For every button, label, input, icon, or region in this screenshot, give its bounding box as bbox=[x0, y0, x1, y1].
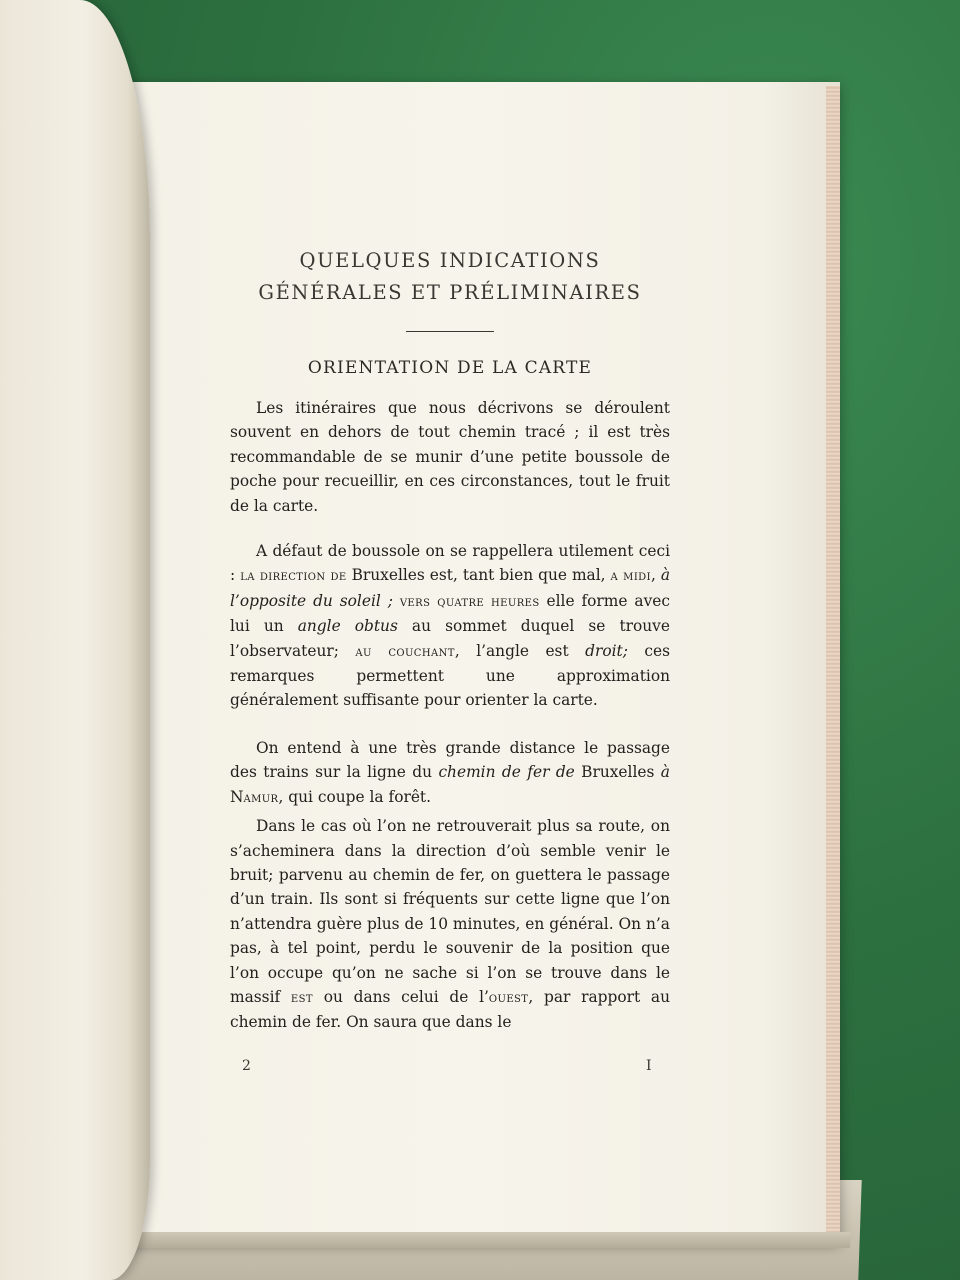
p2-italic-2: angle obtus bbox=[297, 617, 398, 636]
chapter-title bbox=[230, 245, 670, 309]
p2-text-7: , l’angle est bbox=[454, 641, 586, 660]
p4-text-1: Dans le cas où l’on ne retrouverait plus sa route, on s’acheminera dans la direction d’où semble venir le bruit; parvenu au chemin de fer, on guettera le passage d’un train. Ils sont si fréquents sur cette ligne que l’on n’attendra guère plus de 10 minutes, en général. On n’a pas, à tel point, perdu le souvenir de la position que l’on occupe qu’on ne sache si l’on se trouve dans le massif bbox=[230, 817, 670, 1006]
p2-smallcaps-1: la direction de bbox=[240, 568, 347, 585]
p2-italic-1: à l’opposite du soleil ; bbox=[230, 566, 671, 610]
p3-italic-1: chemin de fer de bbox=[438, 763, 575, 782]
p3-text-4: , qui coupe la forêt. bbox=[278, 787, 432, 806]
chapter-title-line-2: GÉNÉRALES ET PRÉLIMINAIRES bbox=[258, 281, 642, 304]
p4-text-3: , par rapport au chemin de fer. On saura que dans le bbox=[230, 987, 670, 1032]
p2-smallcaps-4: au couchant bbox=[355, 643, 455, 660]
paragraph-1-text: Les itinéraires que nous décrivons se déroulent souvent en dehors de tout chemin tracé ; il est très recommandable de se munir d’une petite boussole de poche pour recueillir, en ces circonstances, tout le fruit de la carte. bbox=[230, 399, 670, 515]
title-divider bbox=[406, 331, 494, 332]
p4-text-2: ou dans celui de l’ bbox=[312, 987, 489, 1006]
page-edges bbox=[826, 86, 840, 1238]
page-bottom-edge bbox=[80, 1232, 850, 1248]
chapter-title-line-1: QUELQUES INDICATIONS bbox=[299, 249, 601, 272]
p4-smallcaps-1: est bbox=[290, 989, 313, 1006]
p4-smallcaps-2: ouest bbox=[488, 989, 529, 1006]
p2-italic-3: droit; bbox=[585, 641, 628, 660]
paragraph-3 bbox=[230, 736, 670, 810]
paragraph-4 bbox=[230, 814, 670, 1035]
p2-text-6: au sommet duquel se trouve l’observateur; bbox=[230, 617, 670, 660]
paragraph-2 bbox=[230, 539, 670, 713]
page-text-block bbox=[230, 245, 670, 1035]
p2-text-5: elle forme avec lui un bbox=[230, 591, 670, 636]
p3-text-3: N bbox=[230, 787, 244, 806]
page-number-left: 2 bbox=[242, 1058, 251, 1074]
p2-text-2: Bruxelles est, tant bien que mal, bbox=[346, 566, 611, 585]
p3-text-2: Bruxelles bbox=[574, 763, 661, 782]
p3-italic-2: à bbox=[660, 763, 670, 782]
paragraph-1 bbox=[230, 396, 670, 518]
p2-text-3: , bbox=[650, 566, 661, 585]
p2-text-8: ces remarques permettent une approximation généralement suffisante pour orienter la carte. bbox=[230, 641, 670, 710]
p2-text-4 bbox=[393, 592, 400, 610]
p2-smallcaps-3: vers quatre heures bbox=[399, 593, 540, 610]
left-page-curl bbox=[0, 0, 150, 1280]
section-heading: ORIENTATION DE LA CARTE bbox=[307, 358, 593, 378]
p2-text-1: A défaut de boussole on se rappellera utilement ceci : bbox=[230, 542, 670, 585]
p3-smallcaps-1: amur bbox=[243, 789, 279, 806]
p3-text-1: On entend à une très grande distance le passage des trains sur la ligne du bbox=[230, 738, 670, 782]
page-number-right: I bbox=[646, 1058, 652, 1074]
p2-smallcaps-2: a midi bbox=[610, 568, 651, 585]
